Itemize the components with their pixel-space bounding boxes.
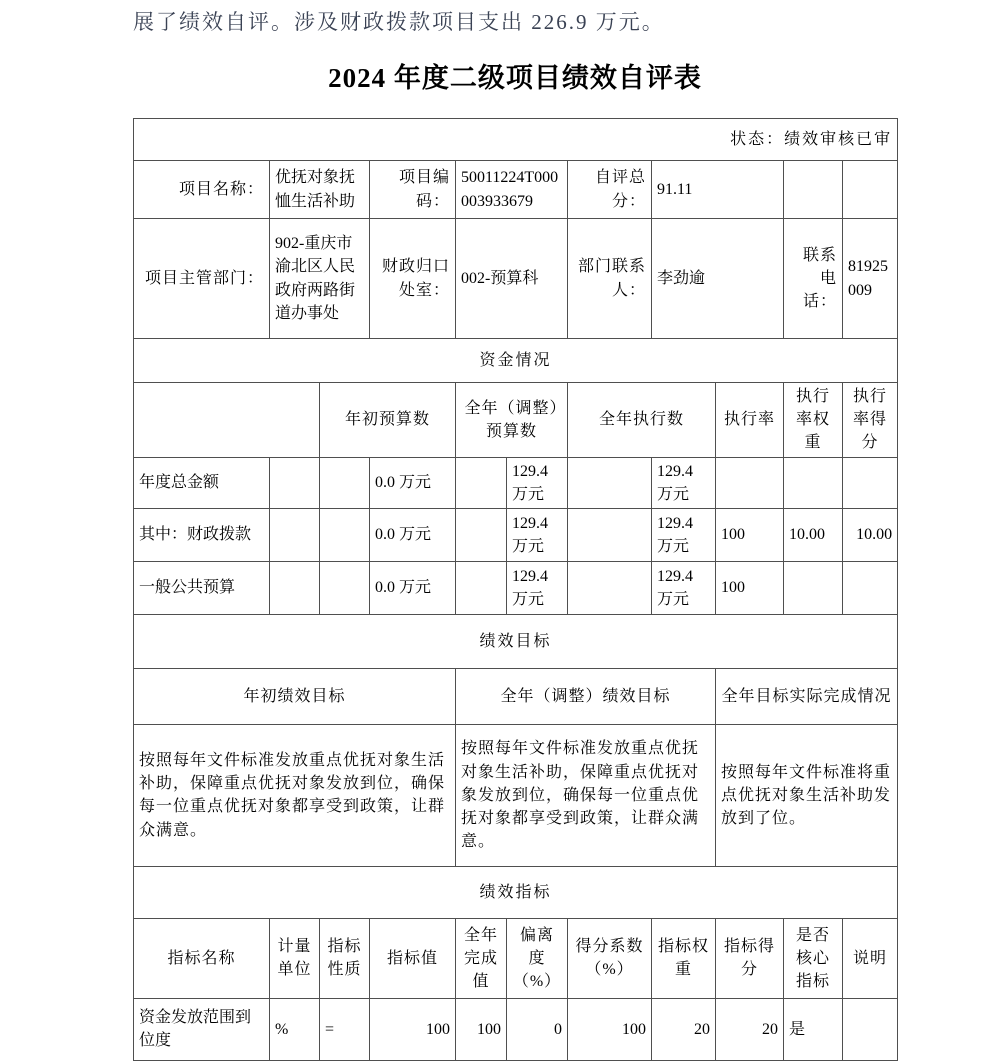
indicator-header-score: 指标得分 [716, 918, 784, 998]
indicator-core-flag: 是 [784, 998, 843, 1060]
empty-cell [456, 457, 507, 508]
funds-exec-rate-weight [784, 561, 843, 614]
indicator-unit: % [270, 998, 320, 1060]
funds-header-exec-rate-score: 执行率得分 [843, 383, 898, 458]
funds-row-general-budget [134, 561, 898, 614]
indicator-completed-value: 100 [456, 998, 507, 1060]
contact-value: 李劲逾 [652, 219, 784, 339]
funds-header-row [134, 383, 898, 458]
indicator-weight: 20 [652, 998, 716, 1060]
empty-cell [843, 161, 898, 219]
funds-exec-rate: 100 [716, 561, 784, 614]
funds-executed: 129.4 万元 [652, 457, 716, 508]
indicators-section-title: 绩效指标 [134, 866, 898, 918]
indicators-header-row [134, 918, 898, 998]
self-eval-table [133, 118, 898, 1061]
funds-adjusted-budget: 129.4 万元 [507, 457, 568, 508]
fiscal-office-label: 财政归口处室： [370, 219, 456, 339]
indicator-nature: = [320, 998, 370, 1060]
goals-section-row [134, 614, 898, 668]
empty-cell [568, 457, 652, 508]
indicator-header-target: 指标值 [370, 918, 456, 998]
goal-actual-text: 按照每年文件标准将重点优抚对象生活补助发放到了位。 [716, 724, 898, 866]
status-cell: 状态：绩效审核已审 [134, 119, 898, 161]
fiscal-office-value: 002-预算科 [456, 219, 568, 339]
phone-value: 81925009 [843, 219, 898, 339]
empty-cell [270, 457, 320, 508]
empty-cell [320, 508, 370, 561]
project-info-row-2 [134, 219, 898, 339]
dept-label: 项目主管部门： [134, 219, 270, 339]
empty-cell [320, 561, 370, 614]
empty-cell [270, 508, 320, 561]
funds-row-label: 年度总金额 [134, 457, 270, 508]
funds-header-exec-rate: 执行率 [716, 383, 784, 458]
indicator-deviation: 0 [507, 998, 568, 1060]
funds-executed: 129.4 万元 [652, 508, 716, 561]
project-code-value: 50011224T000003933679 [456, 161, 568, 219]
dept-value: 902-重庆市渝北区人民政府两路街道办事处 [270, 219, 370, 339]
project-code-label: 项目编码： [370, 161, 456, 219]
indicator-header-unit: 计量单位 [270, 918, 320, 998]
goal-initial-text: 按照每年文件标准发放重点优抚对象生活补助，保障重点优抚对象发放到位，确保每一位重点优抚对象都享受到政策，让群众满意。 [134, 724, 456, 866]
funds-row-label: 一般公共预算 [134, 561, 270, 614]
funds-executed: 129.4 万元 [652, 561, 716, 614]
indicator-header-nature: 指标性质 [320, 918, 370, 998]
funds-initial-budget: 0.0 万元 [370, 561, 456, 614]
empty-cell [134, 383, 320, 458]
funds-exec-rate-score [843, 561, 898, 614]
funds-exec-rate-weight [784, 457, 843, 508]
funds-row-total [134, 457, 898, 508]
funds-exec-rate: 100 [716, 508, 784, 561]
funds-section-row [134, 339, 898, 383]
funds-row-label: 其中：财政拨款 [134, 508, 270, 561]
goals-content-row [134, 724, 898, 866]
funds-exec-rate-score [843, 457, 898, 508]
goals-header-adjusted: 全年（调整）绩效目标 [456, 668, 716, 724]
self-eval-score-value: 91.11 [652, 161, 784, 219]
intro-paragraph: 展了绩效自评。涉及财政拨款项目支出 226.9 万元。 [133, 10, 665, 34]
indicator-header-core: 是否核心指标 [784, 918, 843, 998]
self-eval-score-label: 自评总分： [568, 161, 652, 219]
empty-cell [320, 457, 370, 508]
funds-exec-rate-weight: 10.00 [784, 508, 843, 561]
indicator-name: 资金发放范围到位度 [134, 998, 270, 1060]
indicator-header-name: 指标名称 [134, 918, 270, 998]
empty-cell [456, 508, 507, 561]
funds-header-initial-budget: 年初预算数 [320, 383, 456, 458]
indicator-coefficient: 100 [568, 998, 652, 1060]
funds-row-fiscal [134, 508, 898, 561]
goals-header-actual: 全年目标实际完成情况 [716, 668, 898, 724]
indicator-row [134, 998, 898, 1060]
indicators-section-row [134, 866, 898, 918]
goals-section-title: 绩效目标 [134, 614, 898, 668]
indicator-header-deviation: 偏离度（%） [507, 918, 568, 998]
project-name-label: 项目名称： [134, 161, 270, 219]
indicator-header-weight: 指标权重 [652, 918, 716, 998]
funds-exec-rate [716, 457, 784, 508]
project-info-row-1 [134, 161, 898, 219]
funds-adjusted-budget: 129.4 万元 [507, 561, 568, 614]
goals-header-initial: 年初绩效目标 [134, 668, 456, 724]
funds-header-adjusted-budget: 全年（调整）预算数 [456, 383, 568, 458]
empty-cell [784, 161, 843, 219]
indicator-note [843, 998, 898, 1060]
funds-exec-rate-score: 10.00 [843, 508, 898, 561]
empty-cell [456, 561, 507, 614]
funds-header-exec-rate-weight: 执行率权重 [784, 383, 843, 458]
funds-header-executed: 全年执行数 [568, 383, 716, 458]
empty-cell [568, 561, 652, 614]
indicator-target-value: 100 [370, 998, 456, 1060]
contact-label: 部门联系人： [568, 219, 652, 339]
empty-cell [270, 561, 320, 614]
empty-cell [568, 508, 652, 561]
funds-adjusted-budget: 129.4 万元 [507, 508, 568, 561]
project-name-value: 优抚对象抚恤生活补助 [270, 161, 370, 219]
report-title: 2024 年度二级项目绩效自评表 [328, 63, 702, 93]
goal-adjusted-text: 按照每年文件标准发放重点优抚对象生活补助，保障重点优抚对象发放到位，确保每一位重点优抚对象都享受到政策，让群众满意。 [456, 724, 716, 866]
funds-initial-budget: 0.0 万元 [370, 457, 456, 508]
goals-header-row [134, 668, 898, 724]
funds-initial-budget: 0.0 万元 [370, 508, 456, 561]
indicator-score: 20 [716, 998, 784, 1060]
indicator-header-completed: 全年完成值 [456, 918, 507, 998]
status-row [134, 119, 898, 161]
phone-label: 联系电话： [784, 219, 843, 339]
funds-section-title: 资金情况 [134, 339, 898, 383]
indicator-header-note: 说明 [843, 918, 898, 998]
indicator-header-coefficient: 得分系数（%） [568, 918, 652, 998]
